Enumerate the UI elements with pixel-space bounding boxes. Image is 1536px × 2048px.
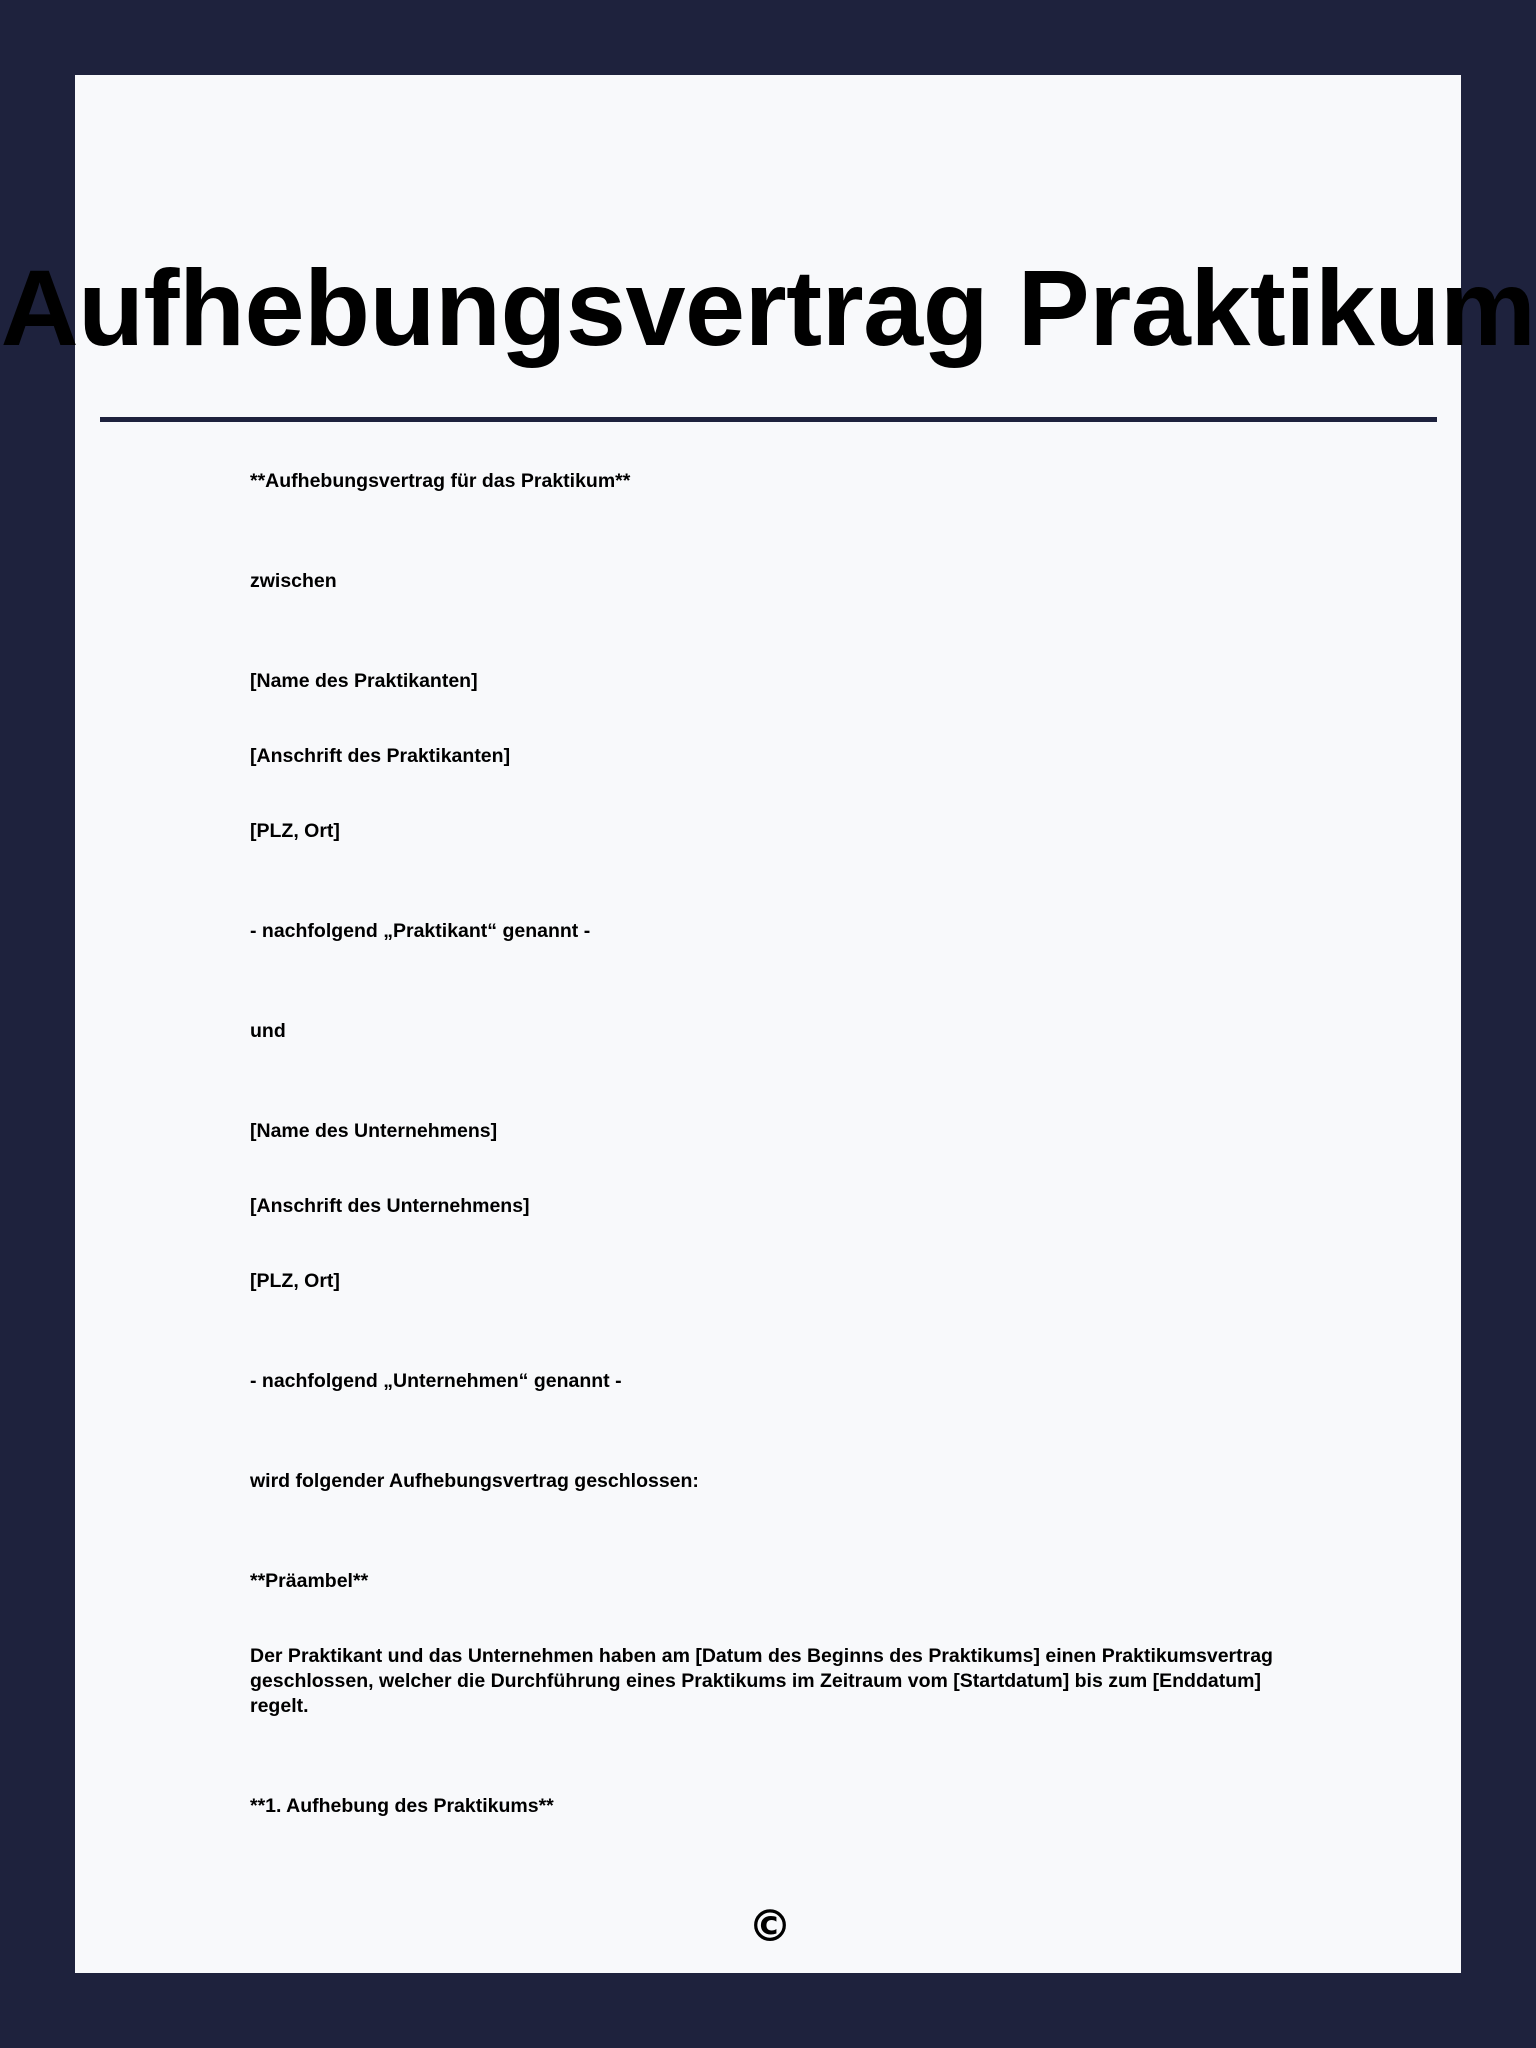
section-heading-preamble: **Präambel** (250, 1570, 369, 1592)
document-title: Aufhebungsvertrag Praktikum (0, 247, 1536, 368)
paragraph-und: und (250, 1020, 286, 1042)
paragraph-agreement-intro: wird folgender Aufhebungsvertrag geschlossen: (250, 1470, 699, 1492)
contract-heading: **Aufhebungsvertrag für das Praktikum** (250, 470, 631, 492)
copyright-icon: © (748, 1901, 792, 1952)
paragraph-company-city: [PLZ, Ort] (250, 1270, 340, 1292)
paragraph-intern-designation: - nachfolgend „Praktikant“ genannt - (250, 920, 591, 942)
paragraph-company-designation: - nachfolgend „Unternehmen“ genannt - (250, 1370, 622, 1392)
paragraph-intern-address: [Anschrift des Praktikanten] (250, 745, 511, 767)
title-divider (100, 417, 1437, 422)
paragraph-zwischen: zwischen (250, 570, 337, 592)
paragraph-preamble-text: Der Praktikant und das Unternehmen haben am [Datum des Beginns des Praktikums] einen Praktikumsvertrag geschlossen, welcher die Durchführung eines Praktikums im Zeitraum vom [Startdatum] bis zum [Enddatum] regelt. (250, 1645, 1273, 1717)
paragraph-company-address: [Anschrift des Unternehmens] (250, 1195, 530, 1217)
section-heading-termination: **1. Aufhebung des Praktikums** (250, 1795, 554, 1817)
paragraph-company-name: [Name des Unternehmens] (250, 1120, 498, 1142)
paragraph-intern-city: [PLZ, Ort] (250, 820, 340, 842)
paragraph-intern-name: [Name des Praktikanten] (250, 670, 478, 692)
